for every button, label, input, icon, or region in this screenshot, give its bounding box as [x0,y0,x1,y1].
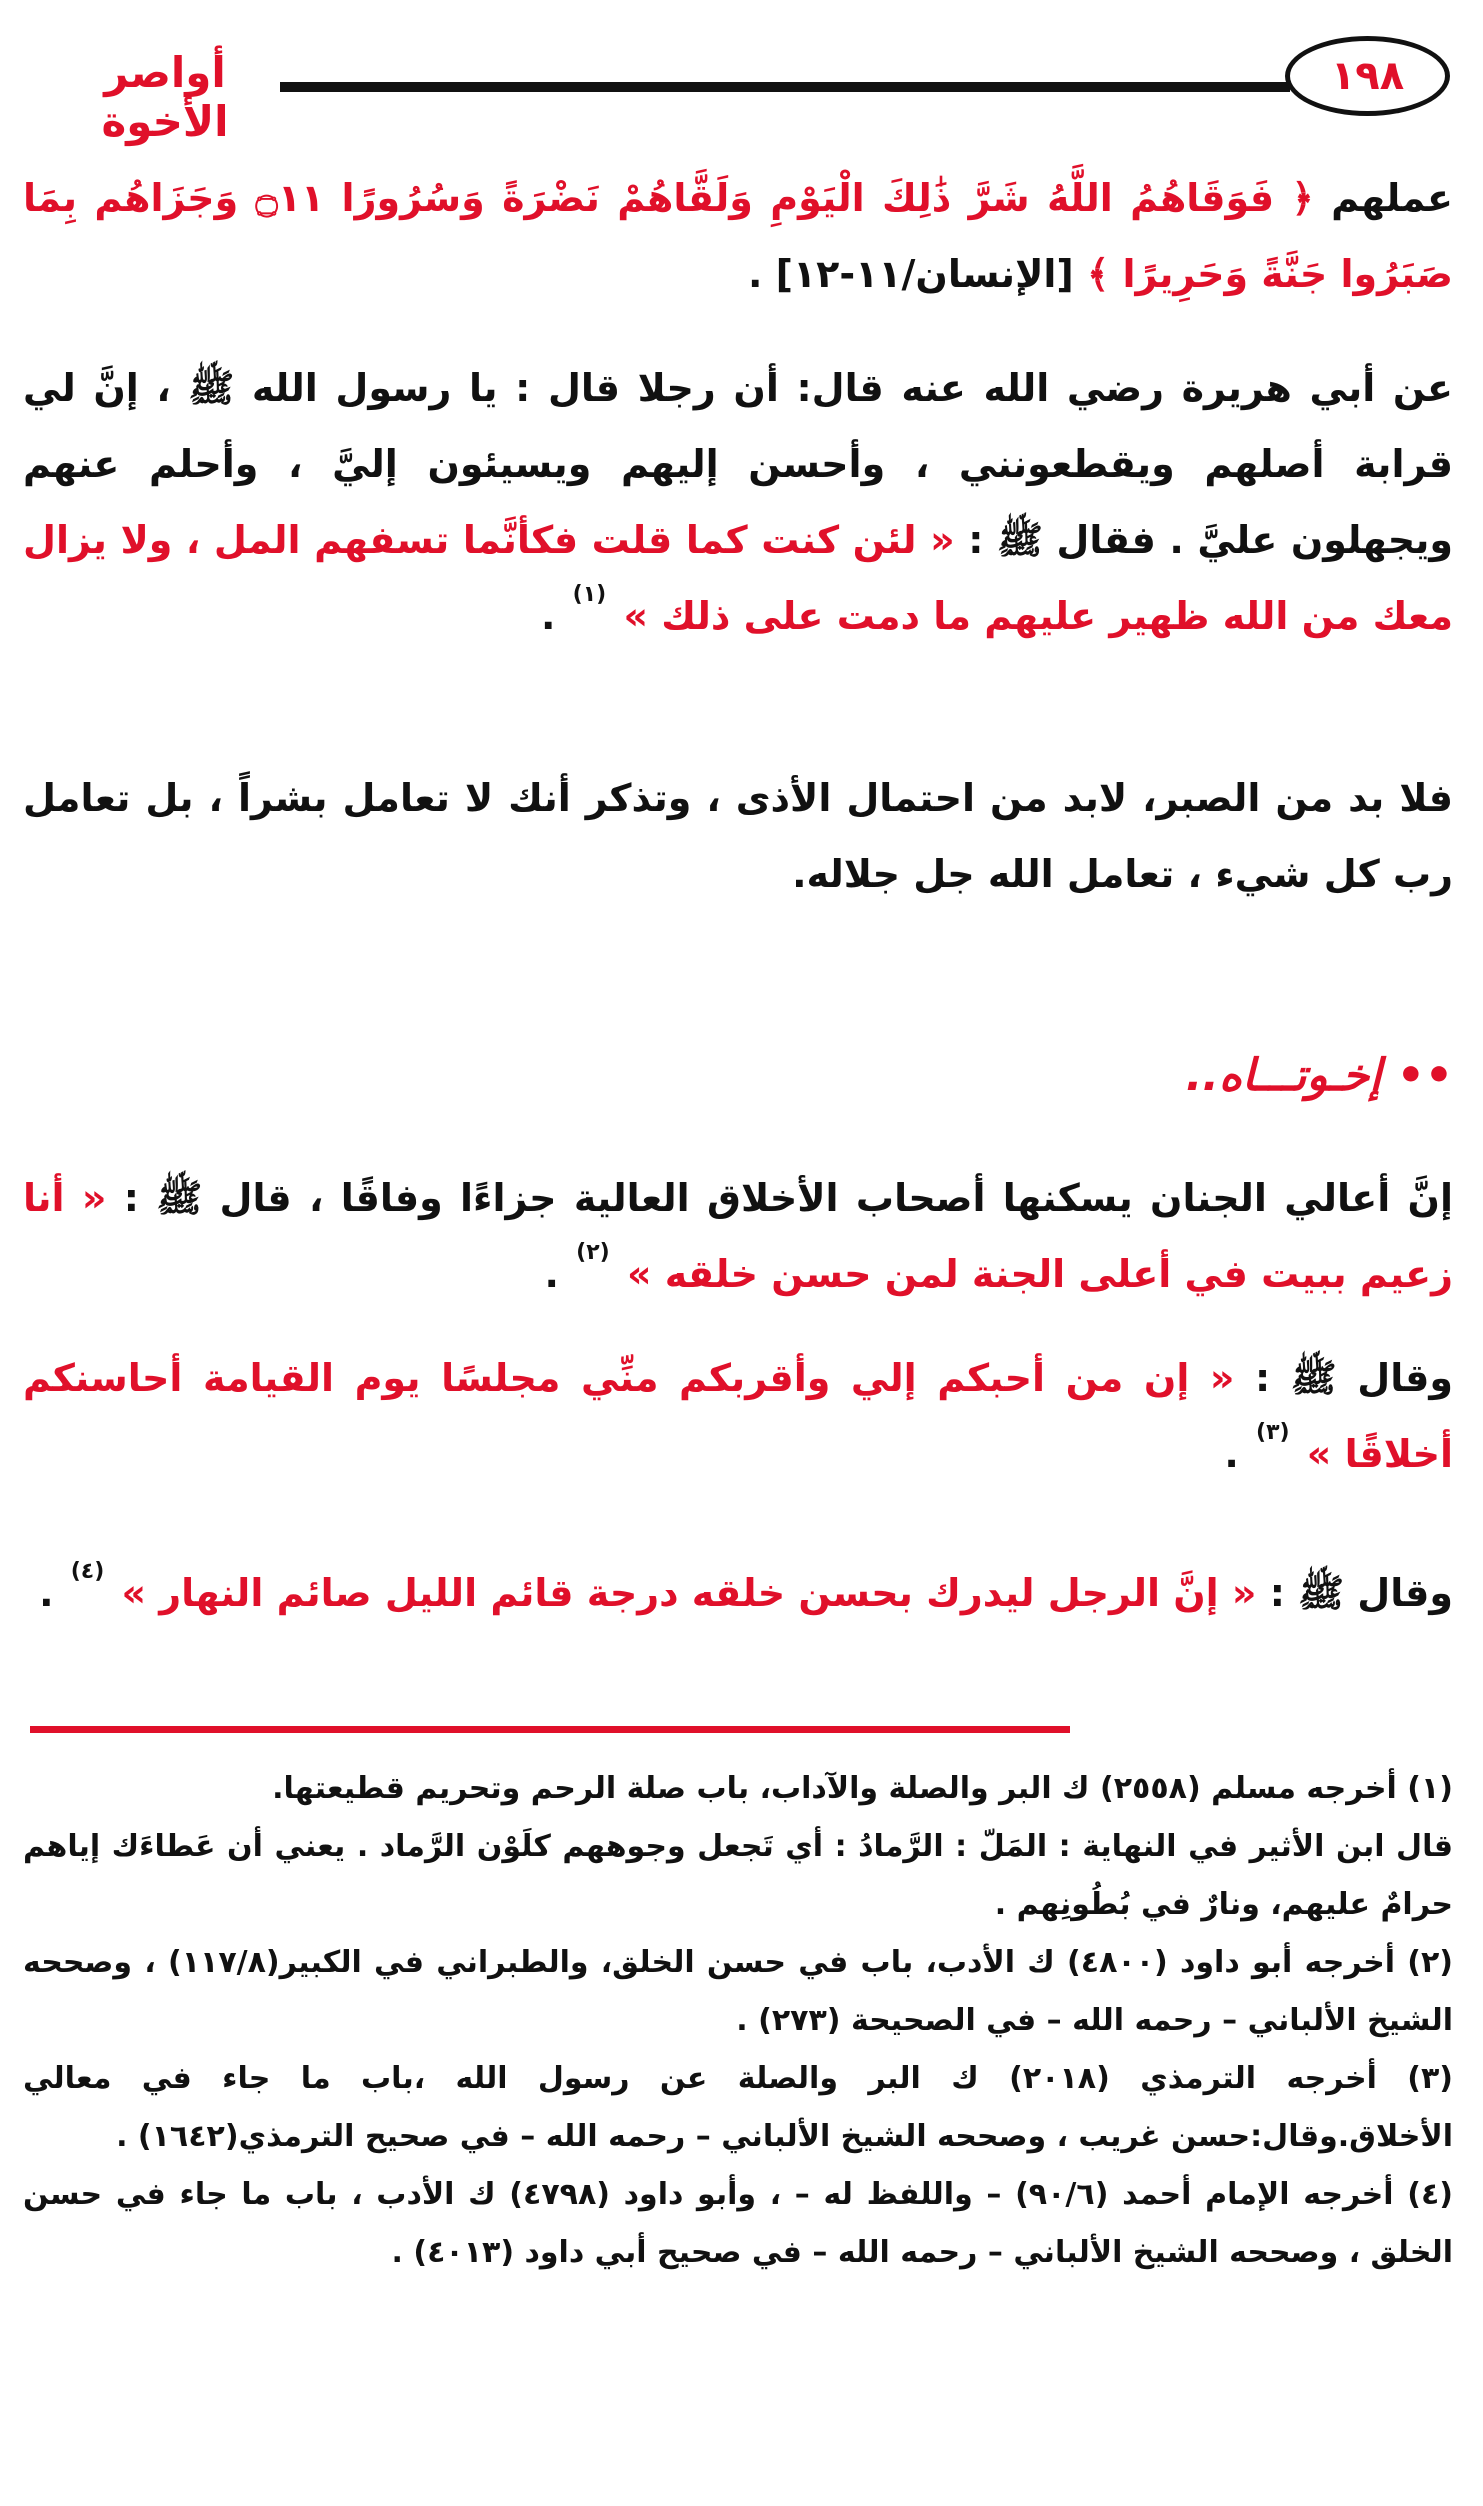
hadith-1-intro: عن أبي هريرة رضي الله عنه قال: أن رجلا قال : يا رسول الله ﷺ ، إنَّ لي قرابة أصلهم ويقطعونني ، وأحسن إليهم ويسيئون إليَّ ، وأحلم عنهم ويجهلون عليَّ . فقال ﷺ : [23,366,1454,562]
hadith-2-quote: « أنا زعيم ببيت في أعلى الجنة لمن حسن خلقه » [23,1176,1453,1296]
hadith-2-intro: إنَّ أعالي الجنان يسكنها أصحاب الأخلاق العالية جزاءًا وفاقًا ، قال ﷺ : [123,1176,1454,1220]
patience-text: فلا بد من الصبر، لابد من احتمال الأذى ، وتذكر أنك لا تعامل بشراً ، بل تعامل رب كل شيء ، تعامل الله جل جلاله. [23,776,1453,896]
book-title: أواصر الأخوة [101,48,229,146]
hadith-4-paragraph [23,1555,1453,1638]
quran-reference: [الإنسان/١١-١٢] . [747,252,1074,296]
footnote-mark-2: (٢) [576,1240,610,1265]
hadith-2-end: . [544,1252,559,1296]
hadith-3-quote: « إن من أحبكم إلي وأقربكم منِّي مجلسًا يوم القيامة أحاسنكم أخلاقًا » [23,1356,1453,1476]
footnotes [23,1760,1453,2282]
hadith-1-end: . [540,594,556,638]
hadith-1 [23,350,1453,661]
footnote-separator [30,1726,1070,1733]
hadith-3-end: . [1224,1432,1239,1476]
footnote-mark-4: (٤) [70,1559,105,1584]
footnote-mark-3: (٣) [1256,1420,1290,1445]
heading-text: إخـوتـــاه.. [1185,1050,1382,1101]
footnote-mark-1: (١) [572,582,607,607]
section-heading [1186,1050,1453,1101]
heading-bullets: •• [1396,1050,1453,1101]
hadith-3-paragraph [23,1340,1453,1499]
hadith-2-paragraph [23,1160,1453,1319]
header-rule [280,82,1290,92]
patience-paragraph [23,760,1453,912]
footnote-1-gloss: قال ابن الأثير في النهاية : المَلّ : الرَّمادُ : أي تَجعل وجوههم كلَوْن الرَّماد . يعني أن عَطاءَك إياهم حرامٌ عليهم، ونارٌ في بُطُونِهم . [23,1829,1453,1922]
hadith-4-intro: وقال ﷺ : [1269,1571,1453,1615]
hadith-2 [23,1160,1453,1319]
hadith-3 [23,1340,1453,1499]
page-number: ١٩٨ [1330,53,1405,99]
page-header [30,30,1450,146]
quran-paragraph [23,160,1453,312]
quran-intro: عملهم [1331,176,1453,220]
hadith-4-quote: « إنَّ الرجل ليدرك بحسن خلقه درجة قائم الليل صائم النهار » [121,1571,1257,1615]
hadith-4-end: . [39,1571,54,1615]
footnote-1: (١) أخرجه مسلم (٢٥٥٨) ك البر والصلة والآداب، باب صلة الرحم وتحريم قطيعتها. [272,1771,1453,1806]
quran-line [23,160,1453,312]
footnote-4: (٤) أخرجه الإمام أحمد (٩٠/٦) – واللفظ له – ، وأبو داود (٤٧٩٨) ك الأدب ، باب ما جاء في حسن الخلق ، وصححه الشيخ الألباني – رحمه الله – في صحيح أبي داود (٤٠١٣) . [23,2177,1453,2270]
hadith-1-quote: « لئن كنت كما قلت فكأنَّما تسفهم المل ، ولا يزال معك من الله ظهير عليهم ما دمت على ذلك » [23,518,1453,638]
hadith-1-paragraph [23,350,1453,661]
footnote-3: (٣) أخرجه الترمذي (٢٠١٨) ك البر والصلة عن رسول الله ،باب ما جاء في معالي الأخلاق.وقال:حسن غريب ، وصححه الشيخ الألباني – رحمه الله – في صحيح الترمذي(١٦٤٢) . [23,2061,1453,2154]
quran-verse: ﴿ فَوَقَاهُمُ اللَّهُ شَرَّ ذَٰلِكَ الْيَوْمِ وَلَقَّاهُمْ نَضْرَةً وَسُرُورًا ۝١١ وَجَزَاهُم بِمَا صَبَرُوا جَنَّةً وَحَرِيرًا ﴾ [23,176,1453,296]
hadith-3-intro: وقال ﷺ : [1255,1356,1453,1400]
hadith-4 [23,1555,1453,1638]
footnote-2: (٢) أخرجه أبو داود (٤٨٠٠) ك الأدب، باب في حسن الخلق، والطبراني في الكبير(١١٧/٨) ، وصححه الشيخ الألباني – رحمه الله – في الصحيحة (٢٧٣) . [23,1945,1453,2038]
page-number-badge [1285,36,1450,116]
